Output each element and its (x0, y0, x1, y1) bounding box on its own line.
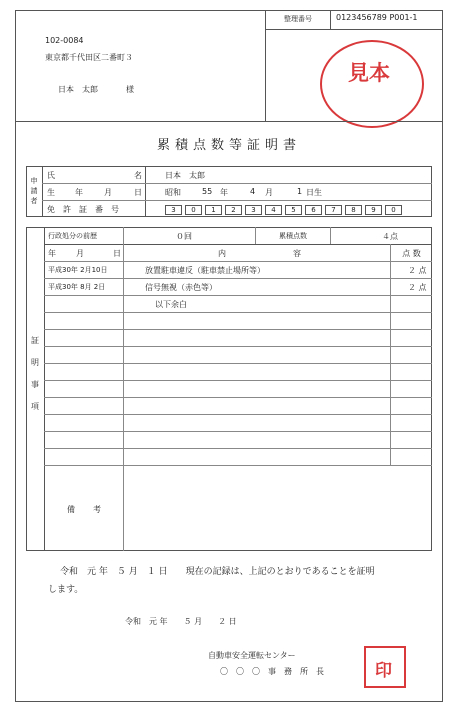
license-digit: 3 (245, 205, 262, 215)
seal-text: 印 (375, 661, 392, 681)
license-digit: 7 (325, 205, 342, 215)
cumulative-label: 累積点数 (279, 232, 307, 240)
honorific: 様 (126, 85, 134, 94)
name-label-right: 名 (134, 171, 142, 180)
seiri-divider (265, 29, 442, 30)
header-separator (15, 121, 443, 122)
name-label-left: 氏 (47, 171, 55, 180)
table-row-date: 平成30年 2月10日 (48, 266, 108, 274)
seiri-left-border (265, 10, 266, 122)
table-row-points: ２ 点 (408, 266, 427, 275)
cumulative-value: ４点 (382, 232, 398, 241)
remarks-label-a: 備 (67, 505, 75, 514)
table-row-points: ２ 点 (408, 283, 427, 292)
license-digit: 1 (205, 205, 222, 215)
applicant-section-label: 申 請 者 (30, 177, 38, 205)
page-title: 累積点数等証明書 (156, 138, 301, 153)
seiri-mid-border (330, 10, 331, 30)
license-label: 免 許 証 番 号 (47, 205, 119, 214)
license-digit: 4 (265, 205, 282, 215)
col-points-header: 点 数 (402, 249, 421, 258)
recipient-name: 日本 太郎 (58, 85, 98, 94)
issuer-office: 〇 〇 〇 事 務 所 長 (220, 667, 324, 676)
license-digit: 2 (225, 205, 242, 215)
table-row-content: 放置駐車違反（駐車禁止場所等） (145, 266, 265, 275)
license-digit: 0 (385, 205, 402, 215)
end-text: 以下余白 (155, 300, 187, 309)
license-digit: 0 (185, 205, 202, 215)
sample-stamp-text: 見本 (348, 60, 390, 85)
certify-line-2: します。 (48, 585, 84, 595)
license-digit: 9 (365, 205, 382, 215)
table-row-date: 平成30年 8月 2日 (48, 283, 106, 291)
table-row-content: 信号無視（赤色等） (145, 283, 217, 292)
seiri-label: 整理番号 (284, 15, 312, 23)
license-digit: 3 (165, 205, 182, 215)
prior-value: ０回 (176, 232, 192, 241)
applicant-name: 日本 太郎 (165, 171, 205, 180)
license-digit: 8 (345, 205, 362, 215)
license-digit: 5 (285, 205, 302, 215)
issuer-center: 自動車安全運転センター (208, 651, 296, 660)
issue-date: 令和 元 年 ５ 月 ２ 日 (125, 617, 237, 626)
seiri-value: 0123456789 P001-1 (336, 13, 418, 22)
prior-label: 行政処分の前歴 (48, 232, 97, 240)
remarks-label-b: 考 (93, 505, 101, 514)
certify-line-1: 令和 元 年 ５ 月 １ 日 現在の記録は、上記のとおりであることを証明 (60, 567, 375, 577)
address-line: 東京都千代田区二番町３ (45, 53, 133, 62)
license-digit: 6 (305, 205, 322, 215)
record-section-label: 証 明 事 項 (31, 336, 39, 411)
postal-code: 102-0084 (45, 36, 84, 45)
